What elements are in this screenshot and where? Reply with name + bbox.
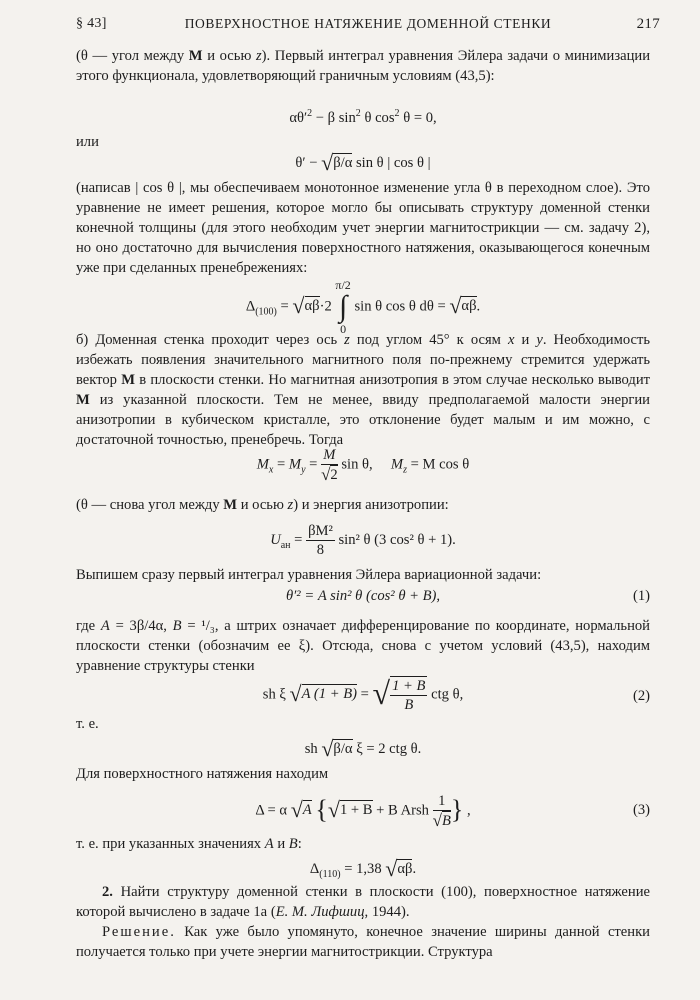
word-or: или bbox=[76, 134, 99, 150]
radicand: A (1 + B) bbox=[301, 686, 357, 703]
eq-part: ctg θ, bbox=[427, 686, 464, 703]
text: в плоскости стенки. Но магнитная анизотропия в этом случае несколько выводит bbox=[134, 372, 651, 388]
eq-part: θ cos bbox=[360, 110, 395, 126]
radicand: 2 bbox=[330, 467, 338, 483]
running-header bbox=[76, 14, 660, 34]
sqrt-sign: √ bbox=[321, 736, 334, 761]
eq-part: sin θ cos θ dθ = bbox=[354, 298, 450, 315]
equation-3 bbox=[76, 792, 650, 830]
fraction bbox=[390, 676, 427, 714]
eq-part: sin θ, bbox=[337, 456, 373, 473]
sqrt-sign: √ bbox=[432, 811, 442, 830]
numerator: 1 bbox=[433, 792, 451, 811]
fraction bbox=[433, 792, 451, 830]
radicand: αβ bbox=[461, 298, 477, 315]
text: = 3β/4α, bbox=[109, 618, 173, 634]
text: из указанной плоскости. Тем не менее, ввиду предполагаемой малости энергии анизотропии в кубическом кристалле, это отклонение будет малым и им можно, с достаточной точностью, пренебречь. Тогда bbox=[76, 392, 650, 448]
paragraph-8 bbox=[76, 834, 650, 854]
sqrt-sign: √ bbox=[372, 675, 391, 712]
subscript: (100) bbox=[255, 306, 277, 318]
fraction bbox=[321, 446, 338, 484]
radicand: β/α bbox=[333, 741, 353, 757]
eq-part: θ′² = A sin² θ (cos² θ + B), bbox=[285, 588, 441, 604]
radicand: A bbox=[302, 802, 312, 819]
eq-part: αθ′ bbox=[289, 110, 308, 126]
variable: z bbox=[287, 497, 294, 513]
sqrt-sign: √ bbox=[292, 293, 305, 319]
fraction bbox=[306, 522, 335, 559]
eq-part: − β sin bbox=[312, 110, 356, 126]
exponent: 2 bbox=[394, 108, 400, 120]
exponent: 2 bbox=[355, 108, 361, 120]
text: где bbox=[76, 618, 101, 634]
vector-symbol: M bbox=[76, 392, 90, 408]
paragraph-5: Выпишем сразу первый интеграл уравнения Эйлера вариационной задачи: bbox=[76, 567, 542, 583]
eq-part: sin θ | cos θ | bbox=[352, 155, 431, 171]
eq-part: . bbox=[412, 861, 417, 877]
integral bbox=[335, 278, 350, 336]
variable: B bbox=[172, 618, 182, 634]
paragraph-1 bbox=[76, 46, 650, 86]
sqrt-sign: √ bbox=[385, 856, 398, 881]
variable: z bbox=[344, 332, 350, 348]
text: под углом 45° к осям bbox=[349, 332, 508, 348]
solution-heading: Решение. bbox=[102, 924, 176, 940]
lower-limit: 0 bbox=[340, 322, 347, 336]
paragraph-3 bbox=[76, 330, 650, 450]
text: Как уже было упомянуто, конечное значение ширины данной стенки получается только при учете энергии магнитострикции. Структура bbox=[76, 924, 650, 960]
equation-number-1: (1) bbox=[632, 588, 650, 604]
subscript: ан bbox=[280, 539, 291, 551]
numerator: M bbox=[321, 446, 338, 465]
eq-part: . bbox=[476, 298, 481, 315]
equation-2 bbox=[76, 676, 650, 714]
denominator: B bbox=[404, 697, 414, 713]
subscript: y bbox=[301, 464, 306, 476]
left-brace: { bbox=[315, 795, 328, 825]
text: и bbox=[514, 332, 537, 348]
denominator bbox=[433, 811, 451, 830]
sqrt-sign: √ bbox=[321, 465, 331, 484]
variable: M bbox=[390, 456, 404, 473]
text: . Необходимость избежать появления значительного магнитного поля по-прежнему стремится удержать вектор bbox=[76, 332, 650, 388]
exponent: 2 bbox=[307, 108, 313, 120]
integral-sign: ∫ bbox=[339, 290, 348, 323]
page-number: 217 bbox=[636, 16, 660, 32]
text: б) Доменная стенка проходит через ось bbox=[76, 332, 345, 348]
variable: y bbox=[536, 332, 543, 348]
sqrt-sign: √ bbox=[289, 681, 302, 707]
variable: U bbox=[270, 531, 281, 548]
equation-surface-tension-100 bbox=[76, 278, 650, 336]
eq-part: sin² θ (3 cos² θ + 1). bbox=[334, 531, 456, 548]
sqrt-sign: √ bbox=[321, 150, 334, 175]
text: = ¹/₃, а штрих означает дифференцирование по координате, нормальной плоскости стенки (обозначим ее ξ). Отсюда, снова с учетом условий (43,5), находим уравнение структуры стенки bbox=[76, 618, 650, 674]
text: и осью bbox=[202, 48, 256, 64]
running-title: ПОВЕРХНОСТНОЕ НАТЯЖЕНИЕ ДОМЕННОЙ СТЕНКИ bbox=[184, 16, 552, 31]
paragraph-4 bbox=[76, 495, 650, 515]
equation-sh-xi bbox=[76, 736, 650, 759]
problem-2 bbox=[76, 882, 650, 922]
subscript: z bbox=[403, 464, 407, 476]
solution-paragraph bbox=[76, 922, 650, 962]
that-is-1: т. е. bbox=[76, 716, 99, 732]
equation-theta-prime bbox=[76, 150, 650, 173]
subscript: x bbox=[268, 464, 274, 476]
eq-part: θ = 0, bbox=[399, 110, 437, 126]
paragraph-2: (написав | cos θ |, мы обеспечиваем монотонное изменение угла θ в переходном слое). Это уравнение не имеет решения, которое могло бы описывать структуру доменной стенки конечной толщины (для этого необходим учет энергии магнитострикции — см. задачу 2), но оно достаточно для вычисления поверхностного натяжения, оказывающегося конечным уже при сделанных пренебрежениях: bbox=[76, 180, 650, 276]
variable: x bbox=[507, 332, 515, 348]
text: и bbox=[273, 836, 289, 852]
text: ) и энергия анизотропии: bbox=[293, 497, 449, 513]
denominator bbox=[321, 465, 338, 484]
eq-part: θ′ − bbox=[295, 155, 322, 171]
radicand: αβ bbox=[397, 861, 413, 877]
variable: M bbox=[256, 456, 269, 473]
equation-number-2: (2) bbox=[632, 688, 650, 704]
text: (θ — угол между bbox=[76, 48, 189, 64]
eq-part: Δ = α bbox=[255, 802, 291, 819]
paragraph-7: Для поверхностного натяжения находим bbox=[76, 766, 329, 782]
radicand: αβ bbox=[304, 298, 320, 315]
text: (θ — снова угол между bbox=[76, 497, 224, 513]
variable: z bbox=[255, 48, 262, 64]
eq-part: ξ = 2 ctg θ. bbox=[352, 741, 422, 757]
citation-author: Е. М. Лифшиц bbox=[275, 904, 365, 920]
equation-1 bbox=[76, 586, 650, 606]
text: Найти структуру доменной стенки в плоскости (100), поверхностное натяжение которой вычислено в задаче 1а ( bbox=[76, 884, 650, 920]
equation-euler-integral bbox=[76, 108, 650, 128]
vector-symbol: M bbox=[188, 48, 203, 64]
text: ). Первый интеграл уравнения Эйлера задачи о минимизации этого функционала, удовлетворяющий граничным условиям (43,5): bbox=[76, 48, 651, 84]
right-brace: } bbox=[450, 795, 464, 825]
eq-part: = 1,38 bbox=[340, 861, 386, 877]
vector-symbol: M bbox=[223, 497, 238, 513]
text: т. е. при указанных значениях bbox=[76, 836, 265, 852]
subscript: (110) bbox=[319, 868, 341, 880]
eq-part: ·2 bbox=[319, 298, 332, 315]
variable: M bbox=[288, 456, 302, 473]
radicand: 1 + B bbox=[339, 802, 373, 819]
eq-part: = bbox=[276, 298, 293, 315]
eq-part: sh ξ bbox=[262, 686, 290, 703]
equation-number-3: (3) bbox=[632, 802, 650, 818]
equation-surface-tension-110 bbox=[76, 856, 650, 879]
equation-anisotropy-energy: $U_{ан}$ = $\frac{\text{βM²}}{8}$ sin² θ (3 cos² θ + 1). bbox=[270, 523, 456, 558]
eq-part: Δ bbox=[245, 298, 256, 315]
text: и осью bbox=[237, 497, 288, 513]
upper-limit: π/2 bbox=[335, 278, 351, 292]
problem-number: 2. bbox=[102, 884, 113, 900]
radicand: β/α bbox=[333, 155, 353, 171]
variable: B bbox=[288, 836, 298, 852]
eq-part: sh bbox=[304, 741, 322, 757]
sqrt-sign: √ bbox=[290, 797, 303, 823]
text: , 1944). bbox=[364, 904, 410, 920]
variable: A bbox=[264, 836, 274, 852]
numerator: 1 + B bbox=[392, 678, 426, 694]
eq-part: + B Arsh bbox=[372, 802, 433, 819]
paragraph-6 bbox=[76, 616, 650, 676]
equation-magnetization-components: $M_x = M_y$ = $\frac{M}{√2}$ sin θ, $M_z = M$ cos θ bbox=[256, 447, 470, 484]
eq-part: = bbox=[357, 686, 373, 703]
eq-part: Δ bbox=[309, 861, 320, 877]
eq-part: = M cos θ bbox=[407, 456, 470, 473]
section-mark: § 43] bbox=[76, 16, 107, 31]
vector-symbol: M bbox=[121, 372, 135, 388]
numerator: βM² bbox=[308, 523, 333, 539]
variable: A bbox=[100, 618, 110, 634]
radicand: B bbox=[441, 813, 451, 829]
text: : bbox=[297, 836, 302, 852]
denominator: 8 bbox=[316, 542, 325, 558]
sqrt-sign: √ bbox=[327, 797, 340, 823]
sqrt-sign: √ bbox=[449, 293, 462, 319]
eq-part: , bbox=[463, 802, 471, 819]
